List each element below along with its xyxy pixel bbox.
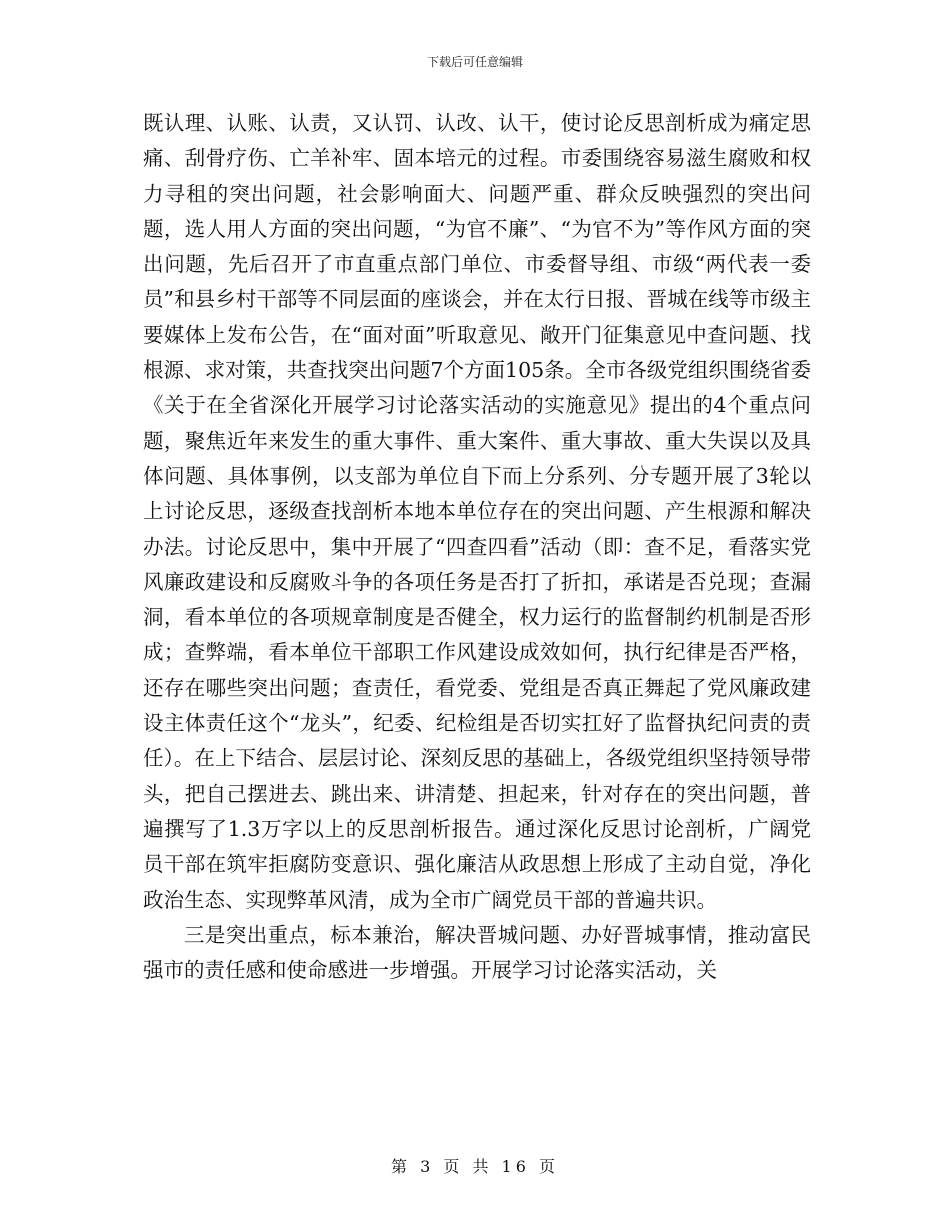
page-number-footer: 第 3 页 共 16 页	[391, 1157, 559, 1176]
paragraph-third-point: 三是突出重点，标本兼治，解决晋城问题、办好晋城事情，推动富民强市的责任感和使命感进一步增强。开展学习讨论落实活动，关	[143, 922, 811, 983]
document-body	[143, 106, 811, 988]
page-header: 下载后可任意编辑	[426, 55, 523, 69]
paragraph-continued: 既认理、认账、认责，又认罚、认改、认干，使讨论反思剖析成为痛定思痛、刮骨疗伤、亡羊补牢、固本培元的过程。市委围绕容易滋生腐败和权力寻租的突出问题，社会影响面大、问题严重、群众反映强烈的突出问题，选人用人方面的突出问题，“为官不廉”、“为官不为”等作风方面的突出问题，先后召开了市直重点部门单位、市委督导组、市级“两代表一委员”和县乡村干部等不同层面的座谈会，并在太行日报、晋城在线等市级主要媒体上发布公告，在“面对面”听取意见、敞开门征集意见中查问题、找根源、求对策，共查找突出问题7个方面105条。全市各级党组织围绕省委《关于在全省深化开展学习讨论落实活动的实施意见》提出的4个重点问题，聚焦近年来发生的重大事件、重大案件、重大事故、重大失误以及具体问题、具体事例，以支部为单位自下而上分系列、分专题开展了3轮以上讨论反思，逐级查找剖析本地本单位存在的突出问题、产生根源和解决办法。讨论反思中，集中开展了“四查四看”活动（即：查不足，看落实党风廉政建设和反腐败斗争的各项任务是否打了折扣，承诺是否兑现；查漏洞，看本单位的各项规章制度是否健全，权力运行的监督制约机制是否形成；查弊端，看本单位干部职工作风建设成效如何，执行纪律是否严格，还存在哪些突出问题；查责任，看党委、党组是否真正舞起了党风廉政建设主体责任这个“龙头”，纪委、纪检组是否切实扛好了监督执纪问责的责任）。在上下结合、层层讨论、深刻反思的基础上，各级党组织坚持领导带头，把自己摆进去、跳出来、讲清楚、担起来，针对存在的突出问题，普遍撰写了1.3万字以上的反思剖析报告。通过深化反思讨论剖析，广阔党员干部在筑牢拒腐防变意识、强化廉洁从政思想上形成了主动自觉，净化政治生态、实现弊革风清，成为全市广阔党员干部的普遍共识。	[143, 111, 811, 912]
